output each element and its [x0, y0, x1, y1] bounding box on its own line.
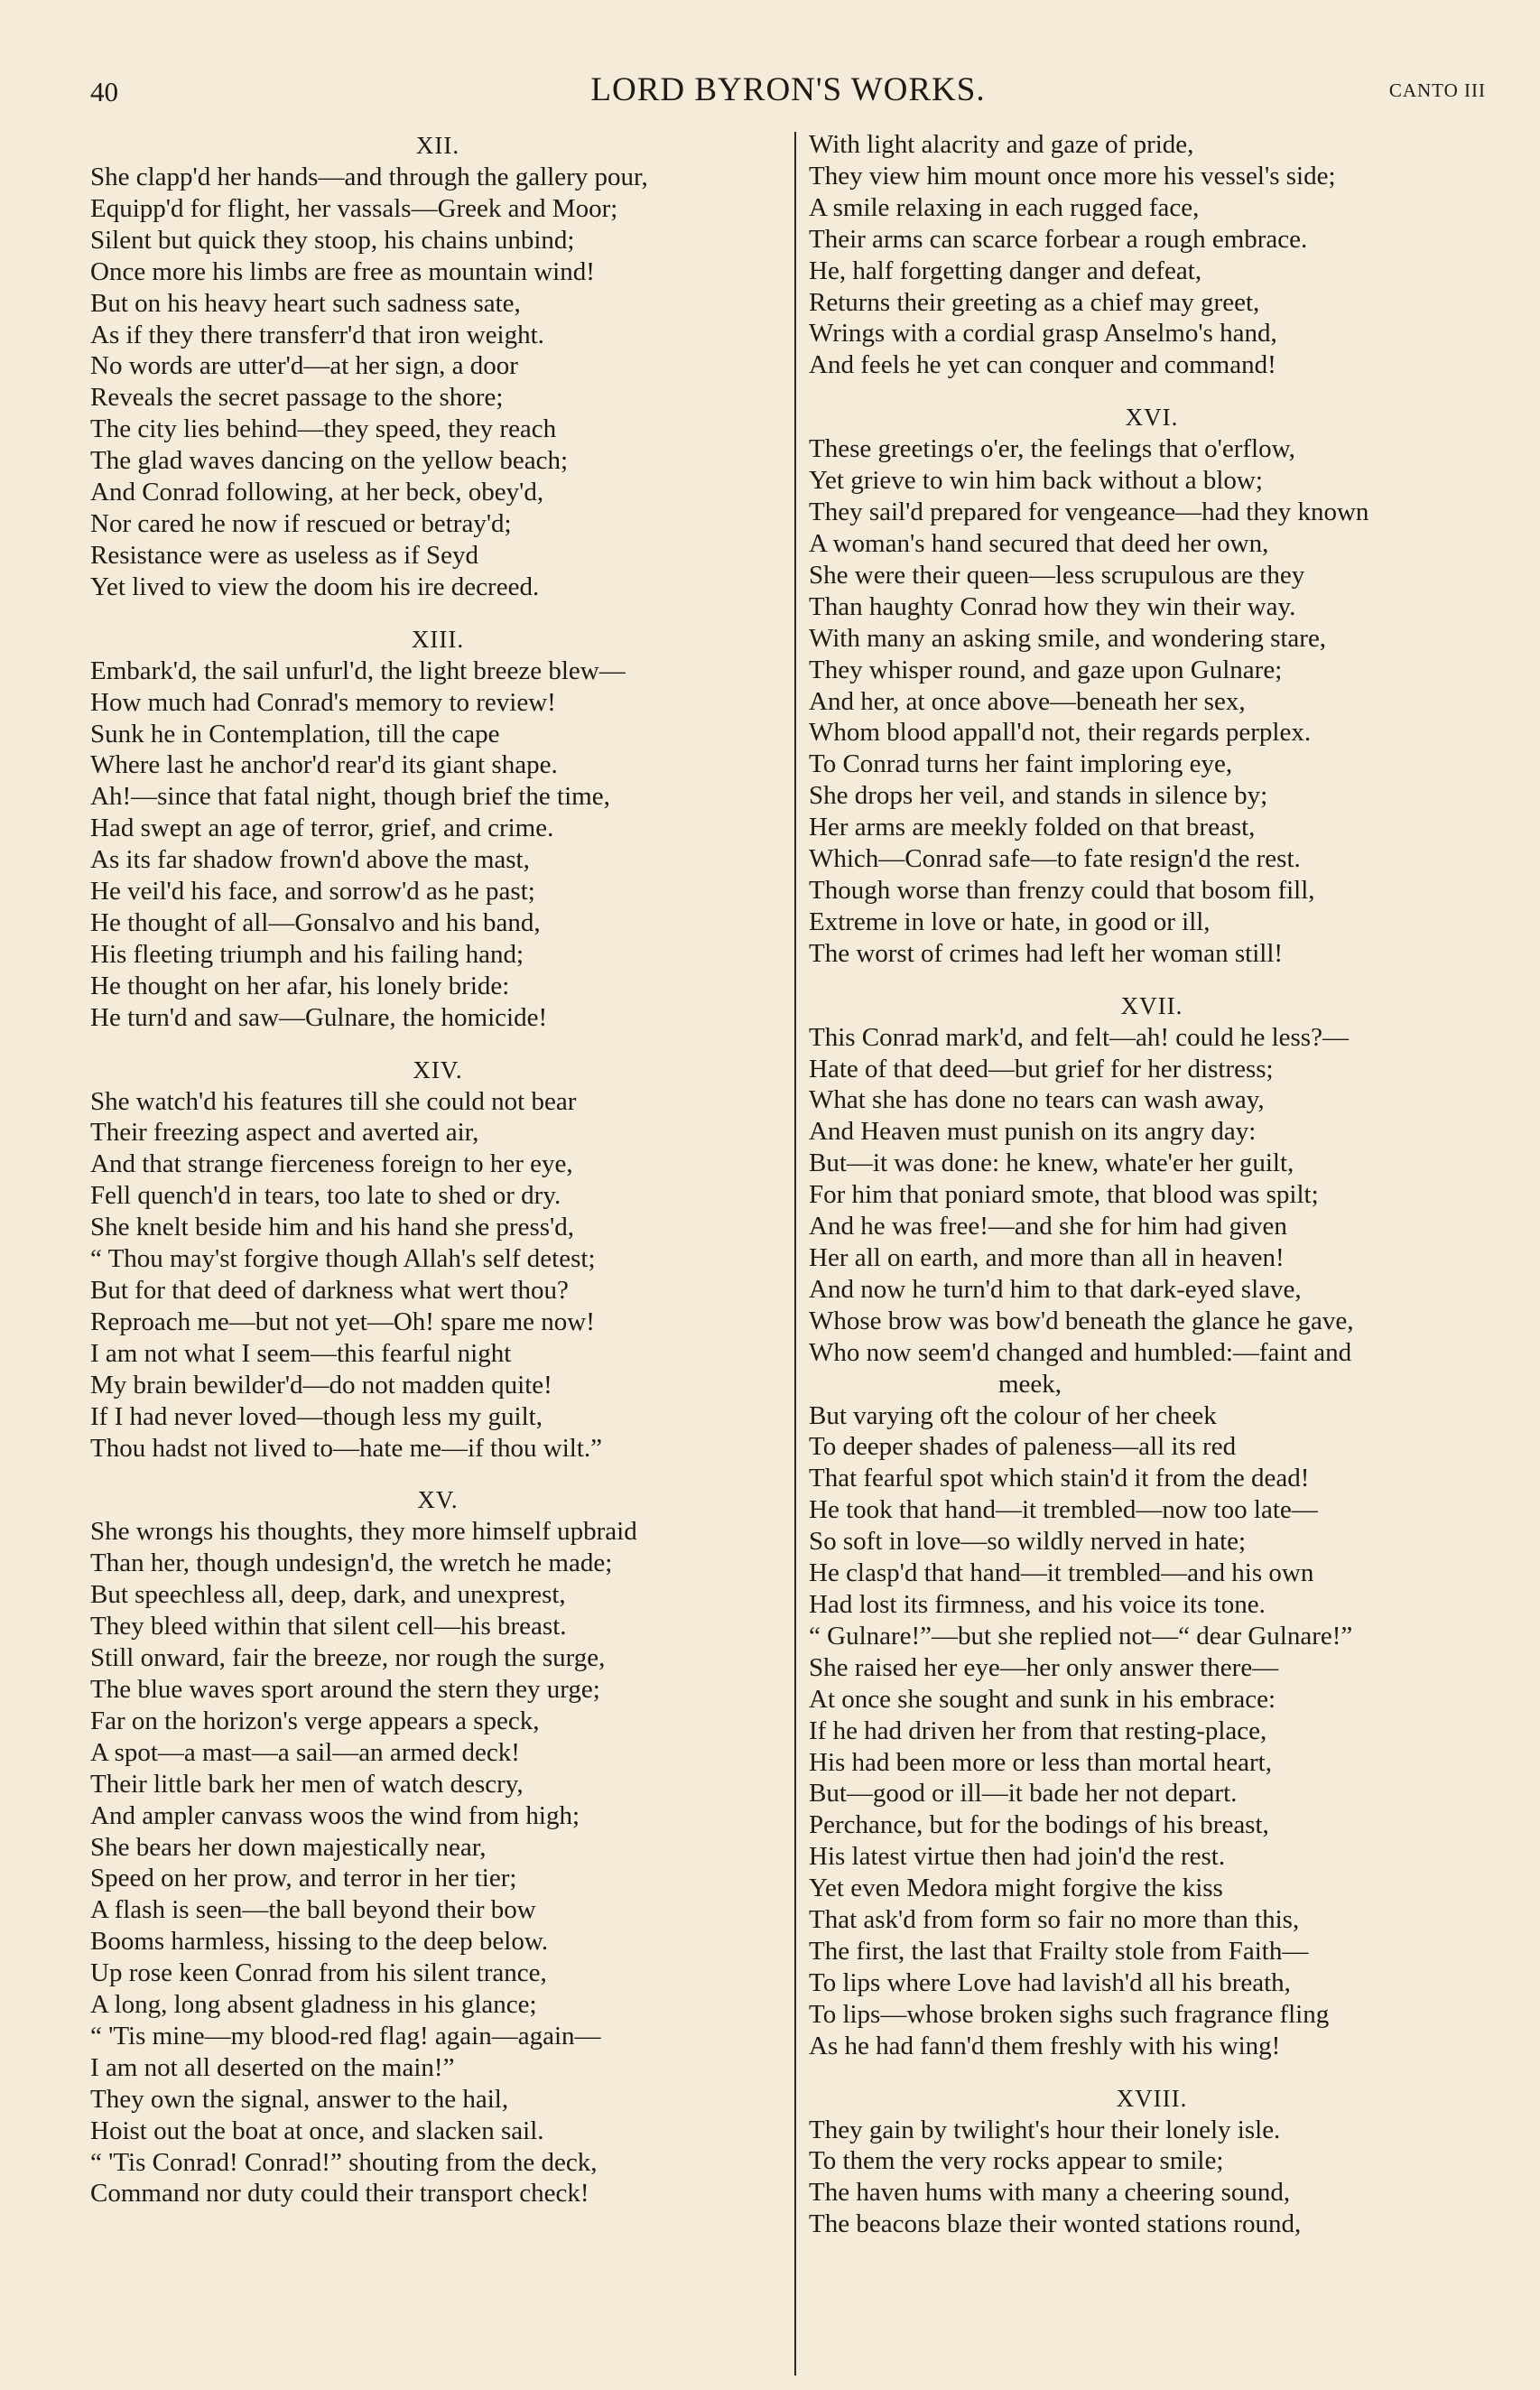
- verse-line: The beacons blaze their wonted stations round,: [809, 2209, 1302, 2239]
- page-number: 40: [90, 76, 118, 107]
- verse-line: Though worse than frenzy could that bosom fill,: [809, 875, 1315, 905]
- verse-line: With many an asking smile, and wondering stare,: [809, 623, 1327, 653]
- canto-label: CANTO III: [1388, 79, 1486, 101]
- verse-line: They own the signal, answer to the hail,: [90, 2084, 509, 2114]
- verse-line: Hate of that deed—but grief for her distress;: [809, 1054, 1274, 1083]
- verse-line: And that strange fierceness foreign to her eye,: [90, 1149, 573, 1179]
- verse-line: Far on the horizon's verge appears a speck,: [90, 1706, 540, 1735]
- verse-line: Silent but quick they stoop, his chains unbind;: [90, 225, 575, 255]
- verse-line: He thought on her afar, his lonely bride:: [90, 971, 510, 1000]
- verse-line: Booms harmless, hissing to the deep below.: [90, 1927, 549, 1957]
- stanza: [90, 623, 785, 1034]
- verse-line: As if they there transferr'd that iron weight.: [90, 320, 544, 349]
- verse-line: For him that poniard smote, that blood was spilt;: [809, 1180, 1319, 1210]
- verse-line: And Heaven must punish on its angry day:: [809, 1117, 1257, 1147]
- stanza-number: XVI.: [1125, 404, 1179, 432]
- verse-line: To them the very rocks appear to smile;: [809, 2146, 1224, 2176]
- stanza-number: XII.: [415, 132, 460, 159]
- verse-line: Whom blood appall'd not, their regards perplex.: [809, 718, 1312, 748]
- verse-line: My brain bewilder'd—do not madden quite!: [90, 1370, 552, 1400]
- verse-line: Nor cared he now if rescued or betray'd;: [90, 508, 512, 538]
- verse-line: I am not what I seem—this fearful night: [90, 1338, 512, 1368]
- verse-line: To deeper shades of paleness—all its red: [809, 1432, 1237, 1462]
- verse-line: And now he turn'd him to that dark-eyed slave,: [809, 1274, 1302, 1304]
- verse-line: Still onward, fair the breeze, nor rough the surge,: [90, 1643, 606, 1673]
- verse-line: She clapp'd her hands—and through the gallery pour,: [90, 163, 648, 191]
- verse-line: As he had fann'd them freshly with his wing!: [809, 2031, 1281, 2060]
- verse-line: A spot—a mast—a sail—an armed deck!: [90, 1737, 520, 1767]
- verse-line: The city lies behind—they speed, they reach: [90, 414, 557, 444]
- stanza-number: XIV.: [413, 1056, 463, 1083]
- verse-line: But for that deed of darkness what wert thou?: [90, 1276, 569, 1305]
- stanza-number: XIII.: [411, 625, 465, 653]
- verse-line: They sail'd prepared for vengeance—had they known: [809, 498, 1369, 527]
- verse-line: Ah!—since that fatal night, though brief the time,: [90, 782, 610, 812]
- verse-line: No words are utter'd—at her sign, a door: [90, 351, 518, 381]
- verse-line: And he was free!—and she for him had given: [809, 1212, 1287, 1241]
- verse-line: That fearful spot which stain'd it from the dead!: [809, 1464, 1310, 1493]
- verse-line: He took that hand—it trembled—now too late—: [809, 1495, 1318, 1525]
- verse-line: Hoist out the boat at once, and slacken sail.: [90, 2116, 544, 2145]
- verse-line: meek,: [998, 1369, 1062, 1399]
- verse-line: His fleeting triumph and his failing hand;: [90, 939, 524, 969]
- left-column: [90, 129, 785, 2209]
- verse-line: But—it was done: he knew, whate'er her guilt,: [809, 1149, 1294, 1178]
- verse-line: She wrongs his thoughts, they more himself upbraid: [90, 1517, 637, 1547]
- verse-line: Who now seem'd changed and humbled:—faint and: [809, 1337, 1352, 1367]
- verse-line: Than haughty Conrad how they win their way.: [809, 591, 1296, 621]
- verse-line: She watch'd his features till she could not bear: [90, 1086, 577, 1116]
- verse-line: Extreme in love or hate, in good or ill,: [809, 907, 1211, 936]
- verse-line: “ Thou may'st forgive though Allah's self detest;: [90, 1244, 596, 1274]
- verse-line: Perchance, but for the bodings of his breast,: [809, 1810, 1269, 1840]
- running-header: [90, 70, 1486, 116]
- verse-line: A long, long absent gladness in his glance;: [90, 1990, 537, 2020]
- verse-line: But on his heavy heart such sadness sate,: [90, 288, 521, 318]
- verse-line: She were their queen—less scrupulous are they: [809, 560, 1305, 590]
- verse-line: He turn'd and saw—Gulnare, the homicide!: [90, 1002, 548, 1032]
- verse-line: As its far shadow frown'd above the mast,: [90, 845, 530, 875]
- verse-line: A flash is seen—the ball beyond their bow: [90, 1895, 536, 1925]
- verse-line: To lips—whose broken sighs such fragrance fling: [809, 1999, 1330, 2029]
- verse-line: Their little bark her men of watch descry,: [90, 1769, 524, 1799]
- verse-line: “ Gulnare!”—but she replied not—“ dear Gulnare!”: [809, 1621, 1353, 1651]
- verse-line: Yet even Medora might forgive the kiss: [809, 1874, 1223, 1903]
- verse-line: These greetings o'er, the feelings that o'erflow,: [809, 434, 1295, 464]
- verse-line: Up rose keen Conrad from his silent trance,: [90, 1958, 547, 1988]
- stanza: [809, 2082, 1495, 2241]
- verse-line: Fell quench'd in tears, too late to shed or dry.: [90, 1181, 561, 1211]
- right-column: [809, 129, 1495, 2240]
- verse-line: “ 'Tis Conrad! Conrad!” shouting from the deck,: [90, 2147, 598, 2177]
- verse-line: Thou hadst not lived to—hate me—if thou wilt.”: [90, 1433, 603, 1463]
- verse-line: But varying oft the colour of her cheek: [809, 1400, 1217, 1430]
- verse-line: And Conrad following, at her beck, obey'd,: [90, 478, 544, 507]
- verse-line: Than her, though undesign'd, the wretch he made;: [90, 1548, 613, 1578]
- stanza-number: XV.: [417, 1486, 459, 1514]
- verse-line: He, half forgetting danger and defeat,: [809, 256, 1202, 285]
- verse-line: She bears her down majestically near,: [90, 1832, 487, 1862]
- verse-line: She raised her eye—her only answer there—: [809, 1652, 1279, 1682]
- verse-line: But—good or ill—it bade her not depart.: [809, 1779, 1238, 1809]
- verse-line: Returns their greeting as a chief may greet,: [809, 287, 1260, 317]
- verse-line: I am not all deserted on the main!”: [90, 2052, 455, 2082]
- verse-line: She drops her veil, and stands in silence by;: [809, 781, 1268, 811]
- verse-line: How much had Conrad's memory to review!: [90, 687, 556, 717]
- verse-line: This Conrad mark'd, and felt—ah! could he less?—: [809, 1022, 1349, 1052]
- verse-line: If I had never loved—though less my guilt,: [90, 1401, 543, 1431]
- verse-line: Their arms can scarce forbear a rough embrace.: [809, 224, 1308, 254]
- stanza: [809, 129, 1495, 381]
- verse-line: The glad waves dancing on the yellow beach;: [90, 446, 569, 476]
- stanza-number: XVIII.: [1116, 2084, 1188, 2112]
- verse-line: Her all on earth, and more than all in heaven!: [809, 1243, 1285, 1272]
- verse-line: If he had driven her from that resting-place,: [809, 1716, 1267, 1745]
- verse-line: And feels he yet can conquer and command!: [809, 350, 1276, 380]
- verse-line: Her arms are meekly folded on that breast,: [809, 813, 1256, 842]
- verse-line: They bleed within that silent cell—his breast.: [90, 1612, 567, 1641]
- verse-line: Had swept an age of terror, grief, and crime.: [90, 814, 554, 843]
- verse-line: Whose brow was bow'd beneath the glance he gave,: [809, 1306, 1354, 1335]
- verse-line: Sunk he in Contemplation, till the cape: [90, 719, 500, 749]
- verse-line: And ampler canvass woos the wind from high;: [90, 1800, 580, 1830]
- verse-line: A woman's hand secured that deed her own,: [809, 528, 1269, 558]
- verse-line: Wrings with a cordial grasp Anselmo's hand,: [809, 319, 1277, 349]
- running-title: LORD BYRON'S WORKS.: [590, 71, 986, 108]
- verse-line: To Conrad turns her faint imploring eye,: [809, 749, 1233, 779]
- verse-line: But speechless all, deep, dark, and unexprest,: [90, 1580, 566, 1610]
- verse-line: So soft in love—so wildly nerved in hate;: [809, 1527, 1247, 1557]
- verse-line: His latest virtue then had join'd the rest.: [809, 1842, 1226, 1872]
- stanza: [809, 401, 1495, 969]
- verse-line: With light alacrity and gaze of pride,: [809, 130, 1194, 159]
- verse-line: “ 'Tis mine—my blood-red flag! again—again—: [90, 2021, 601, 2051]
- verse-line: He veil'd his face, and sorrow'd as he past;: [90, 877, 535, 907]
- verse-line: They gain by twilight's hour their lonely isle.: [809, 2115, 1281, 2144]
- stanza: [90, 129, 785, 603]
- verse-line: They whisper round, and gaze upon Gulnare;: [809, 655, 1283, 684]
- verse-line: Speed on her prow, and terror in her tier;: [90, 1864, 517, 1893]
- verse-line: Which—Conrad safe—to fate resign'd the rest.: [809, 844, 1301, 874]
- verse-line: Yet grieve to win him back without a blow;: [809, 466, 1263, 496]
- verse-line: Equipp'd for flight, her vassals—Greek and Moor;: [90, 193, 618, 223]
- verse-line: A smile relaxing in each rugged face,: [809, 192, 1200, 222]
- verse-line: Resistance were as useless as if Seyd: [90, 540, 479, 570]
- verse-line: The worst of crimes had left her woman still!: [809, 938, 1284, 968]
- verse-line: Had lost its firmness, and his voice its tone.: [809, 1589, 1266, 1619]
- verse-line: She knelt beside him and his hand she press'd,: [90, 1213, 575, 1242]
- verse-line: He clasp'd that hand—it trembled—and his own: [809, 1558, 1314, 1588]
- verse-line: That ask'd from form so fair no more than this,: [809, 1905, 1300, 1935]
- verse-line: What she has done no tears can wash away,: [809, 1085, 1265, 1115]
- verse-line: They view him mount once more his vessel's side;: [809, 161, 1336, 191]
- stanza: [809, 990, 1495, 2062]
- verse-line: He thought of all—Gonsalvo and his band,: [90, 907, 541, 937]
- verse-line: The blue waves sport around the stern they urge;: [90, 1674, 600, 1704]
- verse-line: Once more his limbs are free as mountain wind!: [90, 256, 595, 286]
- verse-line: Command nor duty could their transport check!: [90, 2179, 589, 2209]
- verse-line: Where last he anchor'd rear'd its giant shape.: [90, 750, 558, 780]
- verse-line: Reproach me—but not yet—Oh! spare me now!: [90, 1307, 595, 1336]
- stanza: [90, 1054, 785, 1465]
- verse-line: The haven hums with many a cheering sound,: [809, 2178, 1291, 2208]
- verse-line: Their freezing aspect and averted air,: [90, 1118, 479, 1148]
- stanza: [90, 1483, 785, 2209]
- verse-line: The first, the last that Frailty stole from Faith—: [809, 1936, 1309, 1966]
- verse-line: To lips where Love had lavish'd all his breath,: [809, 1967, 1291, 1997]
- verse-line: His had been more or less than mortal heart,: [809, 1747, 1272, 1777]
- verse-line: Embark'd, the sail unfurl'd, the light breeze blew—: [90, 656, 626, 685]
- stanza-number: XVII.: [1120, 991, 1183, 1019]
- verse-line: At once she sought and sunk in his embrace:: [809, 1684, 1276, 1714]
- verse-line: Reveals the secret passage to the shore;: [90, 383, 504, 413]
- verse-line: And her, at once above—beneath her sex,: [809, 686, 1246, 716]
- verse-line: Yet lived to view the doom his ire decreed.: [90, 572, 540, 601]
- column-divider: [794, 132, 796, 2376]
